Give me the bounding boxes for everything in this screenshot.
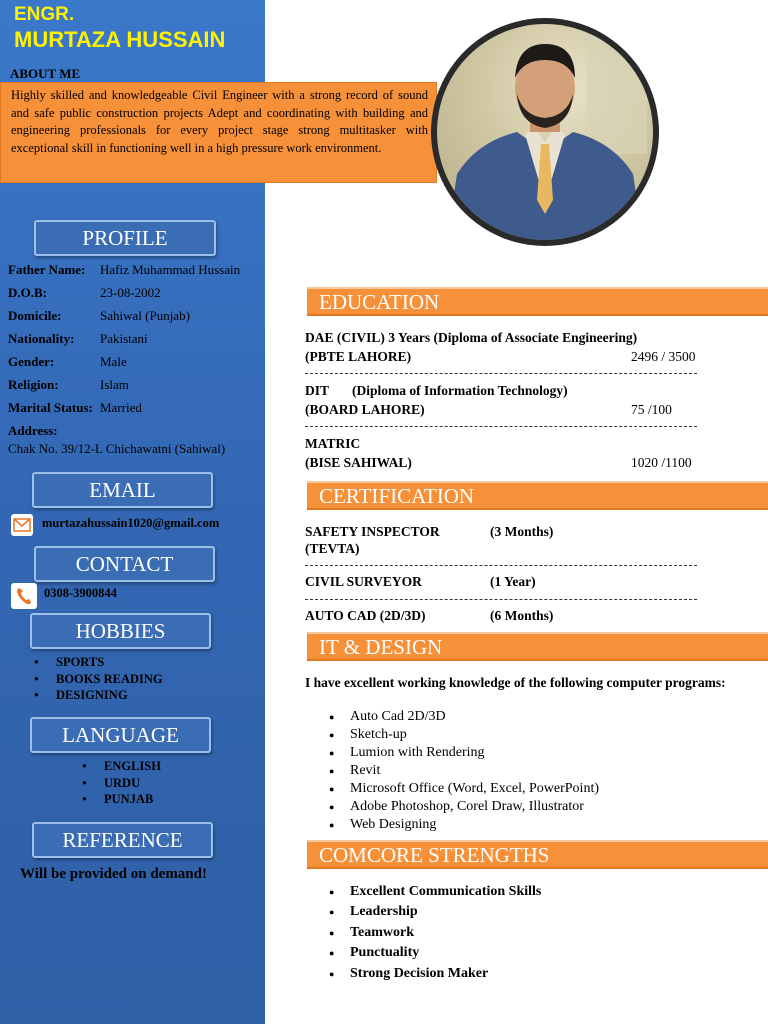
list-item: ● Microsoft Office (Word, Excel, PowerPoint) bbox=[326, 780, 599, 798]
divider bbox=[305, 373, 697, 374]
profile-key: Address: bbox=[8, 423, 58, 438]
list-item: ● Adobe Photoshop, Corel Draw, Illustrator bbox=[326, 798, 599, 816]
strengths-heading: COMCORE STRENGTHS bbox=[307, 840, 768, 869]
email-address[interactable]: murtazahussain1020@gmail.com bbox=[42, 516, 220, 530]
divider bbox=[305, 599, 697, 600]
contact-heading: CONTACT bbox=[34, 546, 215, 582]
certification-duration: (3 Months) bbox=[490, 524, 554, 539]
certification-title: CIVIL SURVEYOR bbox=[305, 574, 422, 589]
strengths-list bbox=[326, 882, 541, 984]
education-heading: EDUCATION bbox=[307, 287, 768, 316]
profile-value: Married bbox=[100, 400, 142, 415]
profile-key: Marital Status: bbox=[8, 400, 93, 415]
name-block bbox=[14, 4, 225, 54]
list-item: ● BOOKS READING bbox=[34, 671, 163, 688]
it-design-heading: IT & DESIGN bbox=[307, 632, 768, 661]
education-title-detail: (Diploma of Information Technology) bbox=[352, 383, 568, 398]
profile-value: Pakistani bbox=[100, 331, 148, 346]
profile-value: Male bbox=[100, 354, 127, 369]
certification-heading: CERTIFICATION bbox=[307, 481, 768, 510]
education-marks: 1020 /1100 bbox=[631, 455, 692, 470]
list-item: ● PUNJAB bbox=[82, 791, 161, 808]
name-prefix: ENGR. bbox=[14, 4, 75, 25]
profile-key: Religion: bbox=[8, 377, 59, 392]
language-heading: LANGUAGE bbox=[30, 717, 211, 753]
list-item: ● Punctuality bbox=[326, 943, 541, 963]
profile-value: Chak No. 39/12-L Chichawatni (Sahiwal) bbox=[8, 441, 226, 456]
about-text: Highly skilled and knowledgeable Civil Engineer with a strong record of sound and safe public construction projects Adept and coordinating with building and engineering professionals for every project stage strong multitasker with exceptional skill in functioning well in a high pressure work environment. bbox=[0, 82, 437, 183]
profile-photo-frame bbox=[431, 18, 659, 246]
education-board: (BOARD LAHORE) bbox=[305, 402, 425, 417]
reference-heading: REFERENCE bbox=[32, 822, 213, 858]
list-item: ● Lumion with Rendering bbox=[326, 744, 599, 762]
education-board: (BISE SAHIWAL) bbox=[305, 455, 412, 470]
list-item: ● DESIGNING bbox=[34, 687, 163, 704]
education-title: DAE (CIVIL) 3 Years (Diploma of Associate Engineering) bbox=[305, 330, 638, 345]
education-title: DIT bbox=[305, 383, 330, 398]
profile-heading: PROFILE bbox=[34, 220, 216, 256]
profile-key: Domicile: bbox=[8, 308, 62, 323]
profile-value: Islam bbox=[100, 377, 129, 392]
education-title: MATRIC bbox=[305, 436, 361, 451]
mail-icon bbox=[11, 514, 33, 536]
phone-number[interactable]: 0308-3900844 bbox=[44, 586, 117, 600]
education-board: (PBTE LAHORE) bbox=[305, 349, 412, 364]
profile-key: D.O.B: bbox=[8, 285, 47, 300]
list-item: ● Web Designing bbox=[326, 816, 599, 834]
education-marks: 75 /100 bbox=[631, 402, 672, 417]
hobbies-list bbox=[34, 654, 163, 704]
language-list bbox=[82, 758, 161, 808]
list-item: ● Leadership bbox=[326, 902, 541, 922]
reference-text: Will be provided on demand! bbox=[20, 866, 207, 882]
profile-value: 23-08-2002 bbox=[100, 285, 161, 300]
certification-duration: (6 Months) bbox=[490, 608, 554, 623]
list-item: ● SPORTS bbox=[34, 654, 163, 671]
profile-value: Sahiwal (Punjab) bbox=[100, 308, 190, 323]
divider bbox=[305, 426, 697, 427]
list-item: ● ENGLISH bbox=[82, 758, 161, 775]
list-item: ● Auto Cad 2D/3D bbox=[326, 708, 599, 726]
phone-icon bbox=[11, 583, 37, 609]
profile-photo bbox=[437, 24, 653, 240]
it-design-intro: I have excellent working knowledge of the following computer programs: bbox=[305, 675, 726, 690]
list-item: ● Teamwork bbox=[326, 923, 541, 943]
profile-value: Hafiz Muhammad Hussain bbox=[100, 262, 241, 277]
person-photo-icon bbox=[437, 24, 653, 240]
list-item: ● Excellent Communication Skills bbox=[326, 882, 541, 902]
divider bbox=[305, 565, 697, 566]
email-heading: EMAIL bbox=[32, 472, 213, 508]
profile-key: Gender: bbox=[8, 354, 55, 369]
certification-duration: (1 Year) bbox=[490, 574, 536, 589]
certification-title: AUTO CAD (2D/3D) bbox=[305, 608, 426, 623]
hobbies-heading: HOBBIES bbox=[30, 613, 211, 649]
profile-key: Nationality: bbox=[8, 331, 75, 346]
list-item: ● Revit bbox=[326, 762, 599, 780]
list-item: ● Strong Decision Maker bbox=[326, 964, 541, 984]
list-item: ● URDU bbox=[82, 775, 161, 792]
about-title: ABOUT ME bbox=[10, 66, 81, 81]
certification-body: (TEVTA) bbox=[305, 541, 360, 556]
profile-key: Father Name: bbox=[8, 262, 86, 277]
software-list bbox=[326, 708, 599, 834]
certification-title: SAFETY INSPECTOR bbox=[305, 524, 440, 539]
candidate-name: MURTAZA HUSSAIN bbox=[14, 27, 226, 52]
education-marks: 2496 / 3500 bbox=[631, 349, 696, 364]
list-item: ● Sketch-up bbox=[326, 726, 599, 744]
